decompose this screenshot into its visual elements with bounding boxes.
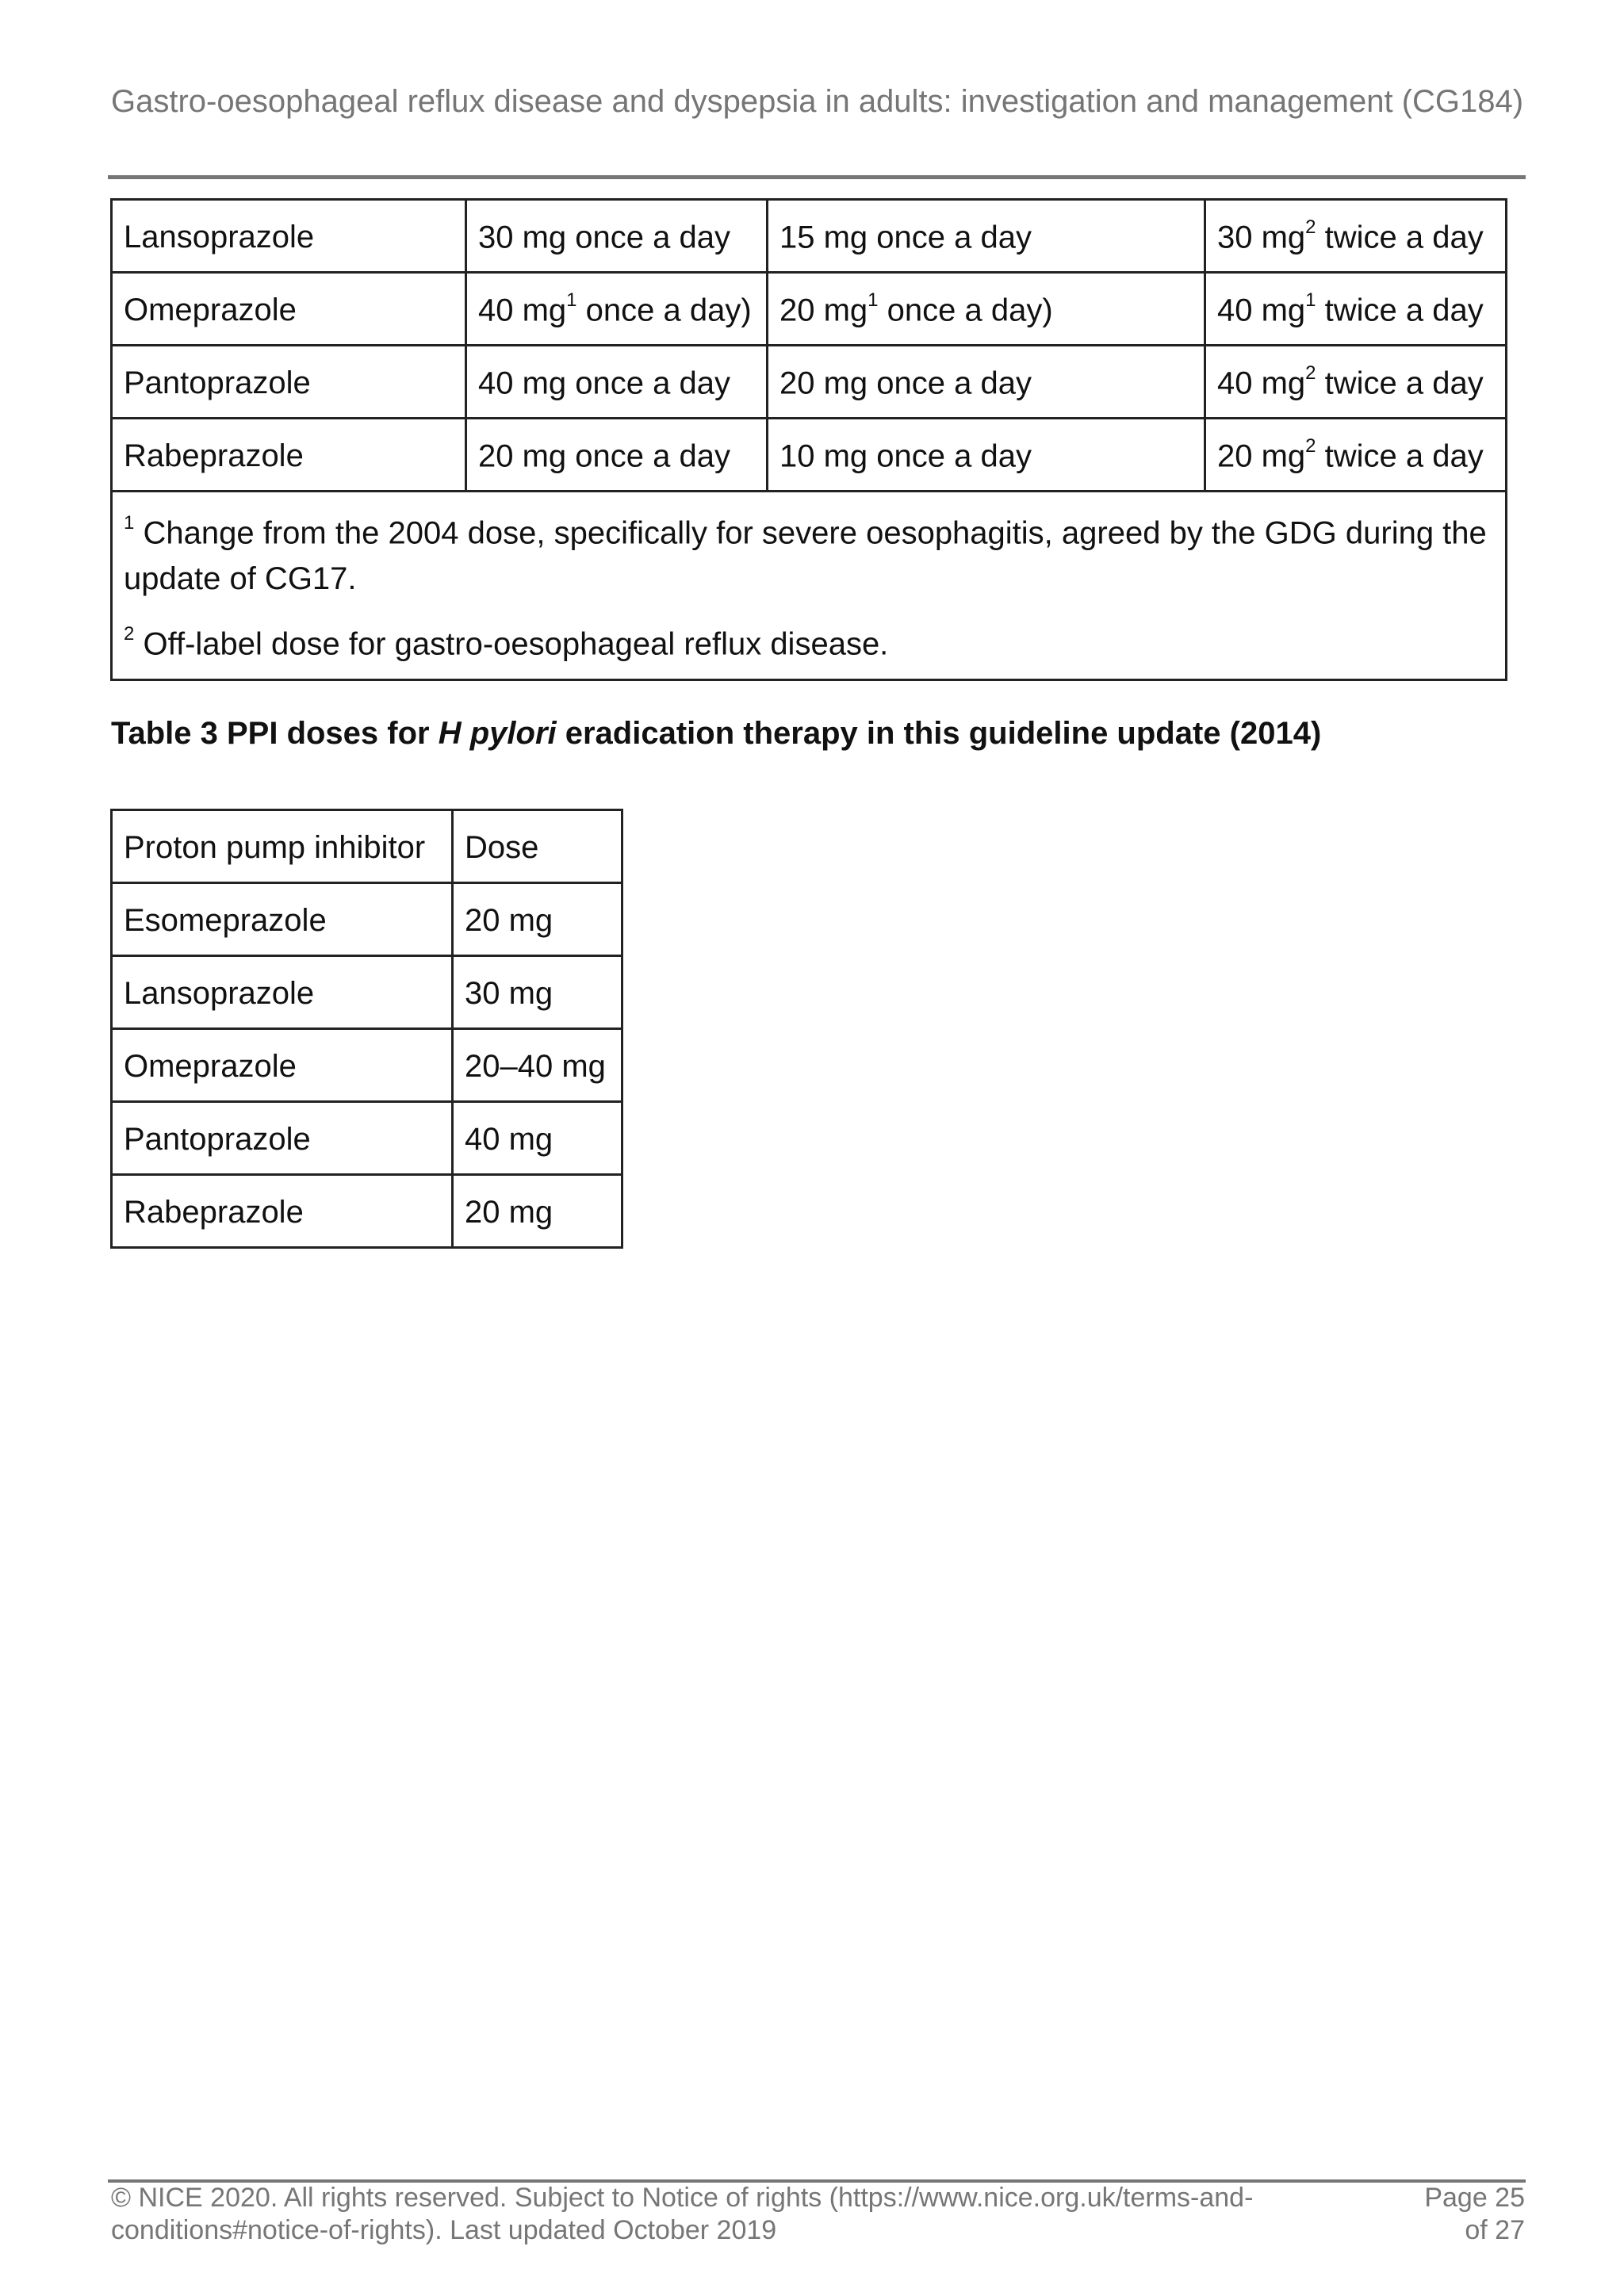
dose-cell: 20 mg once a day [466, 419, 768, 492]
dose-cell: 20 mg [453, 1175, 622, 1248]
dose-cell: 40 $mg^1$ once a day) [466, 273, 768, 346]
table-row [112, 200, 1507, 273]
dose-cell: 30 mg [453, 956, 622, 1029]
dose-cell: 30 mg once a day [466, 200, 768, 273]
column-header: Proton pump inhibitor [112, 810, 453, 883]
dose-cell: 30 $mg^2$ twice a day [1205, 200, 1507, 273]
dose-cell: 20 mg once a day [768, 346, 1205, 419]
drug-cell: Lansoprazole [112, 956, 453, 1029]
dose-cell: 20–40 mg [453, 1029, 622, 1102]
dose-cell: 40 $mg^1$ twice a day [1205, 273, 1507, 346]
dose-cell: 20 mg [453, 883, 622, 956]
drug-cell: Esomeprazole [112, 883, 453, 956]
table-row [112, 419, 1507, 492]
header-divider [108, 175, 1526, 179]
drug-cell: Omeprazole [112, 273, 466, 346]
footer-copyright: © NICE 2020. All rights reserved. Subject to Notice of rights (https://www.nice.org.uk/terms-and- conditions#notice-of-rights). Last updated October 2019 [111, 2183, 1254, 2245]
drug-cell: Rabeprazole [112, 1175, 453, 1248]
table-row [112, 273, 1507, 346]
dose-cell: 10 mg once a day [768, 419, 1205, 492]
table-3-caption: Table 3 PPI doses for H pylori eradication therapy in this guideline update (2014) [111, 716, 1322, 751]
dose-cell: 20 $mg^1$ once a day) [768, 273, 1205, 346]
page-number: Page 25 of 27 [1424, 2183, 1525, 2245]
table-row [112, 1029, 622, 1102]
h-pylori-ppi-table [110, 809, 623, 1249]
dose-cell: 20 $mg^2$ twice a day [1205, 419, 1507, 492]
table-row [112, 883, 622, 956]
dose-cell: 40 mg once a day [466, 346, 768, 419]
drug-cell: Pantoprazole [112, 1102, 453, 1175]
drug-cell: Pantoprazole [112, 346, 466, 419]
table-header-row [112, 810, 622, 883]
table-row [112, 956, 622, 1029]
column-header: Dose [453, 810, 622, 883]
drug-cell: Lansoprazole [112, 200, 466, 273]
table-row [112, 1102, 622, 1175]
footnote-1: $^1$ Change from the 2004 dose, specifically for severe oesophagitis, agreed by the GDG during the update of CG17. [124, 512, 1487, 597]
table-row [112, 346, 1507, 419]
footnotes-cell [112, 492, 1507, 680]
dose-cell: 15 mg once a day [768, 200, 1205, 273]
ppi-dose-table [110, 198, 1507, 681]
table-row [112, 1175, 622, 1248]
page-header-title: Gastro-oesophageal reflux disease and dyspepsia in adults: investigation and management (CG184) [111, 84, 1524, 119]
drug-cell: Rabeprazole [112, 419, 466, 492]
dose-cell: 40 $mg^2$ twice a day [1205, 346, 1507, 419]
drug-cell: Omeprazole [112, 1029, 453, 1102]
footnote-2: $^2$ Off-label dose for gastro-oesophageal reflux disease. [124, 623, 889, 662]
footnote-row [112, 492, 1507, 680]
dose-cell: 40 mg [453, 1102, 622, 1175]
